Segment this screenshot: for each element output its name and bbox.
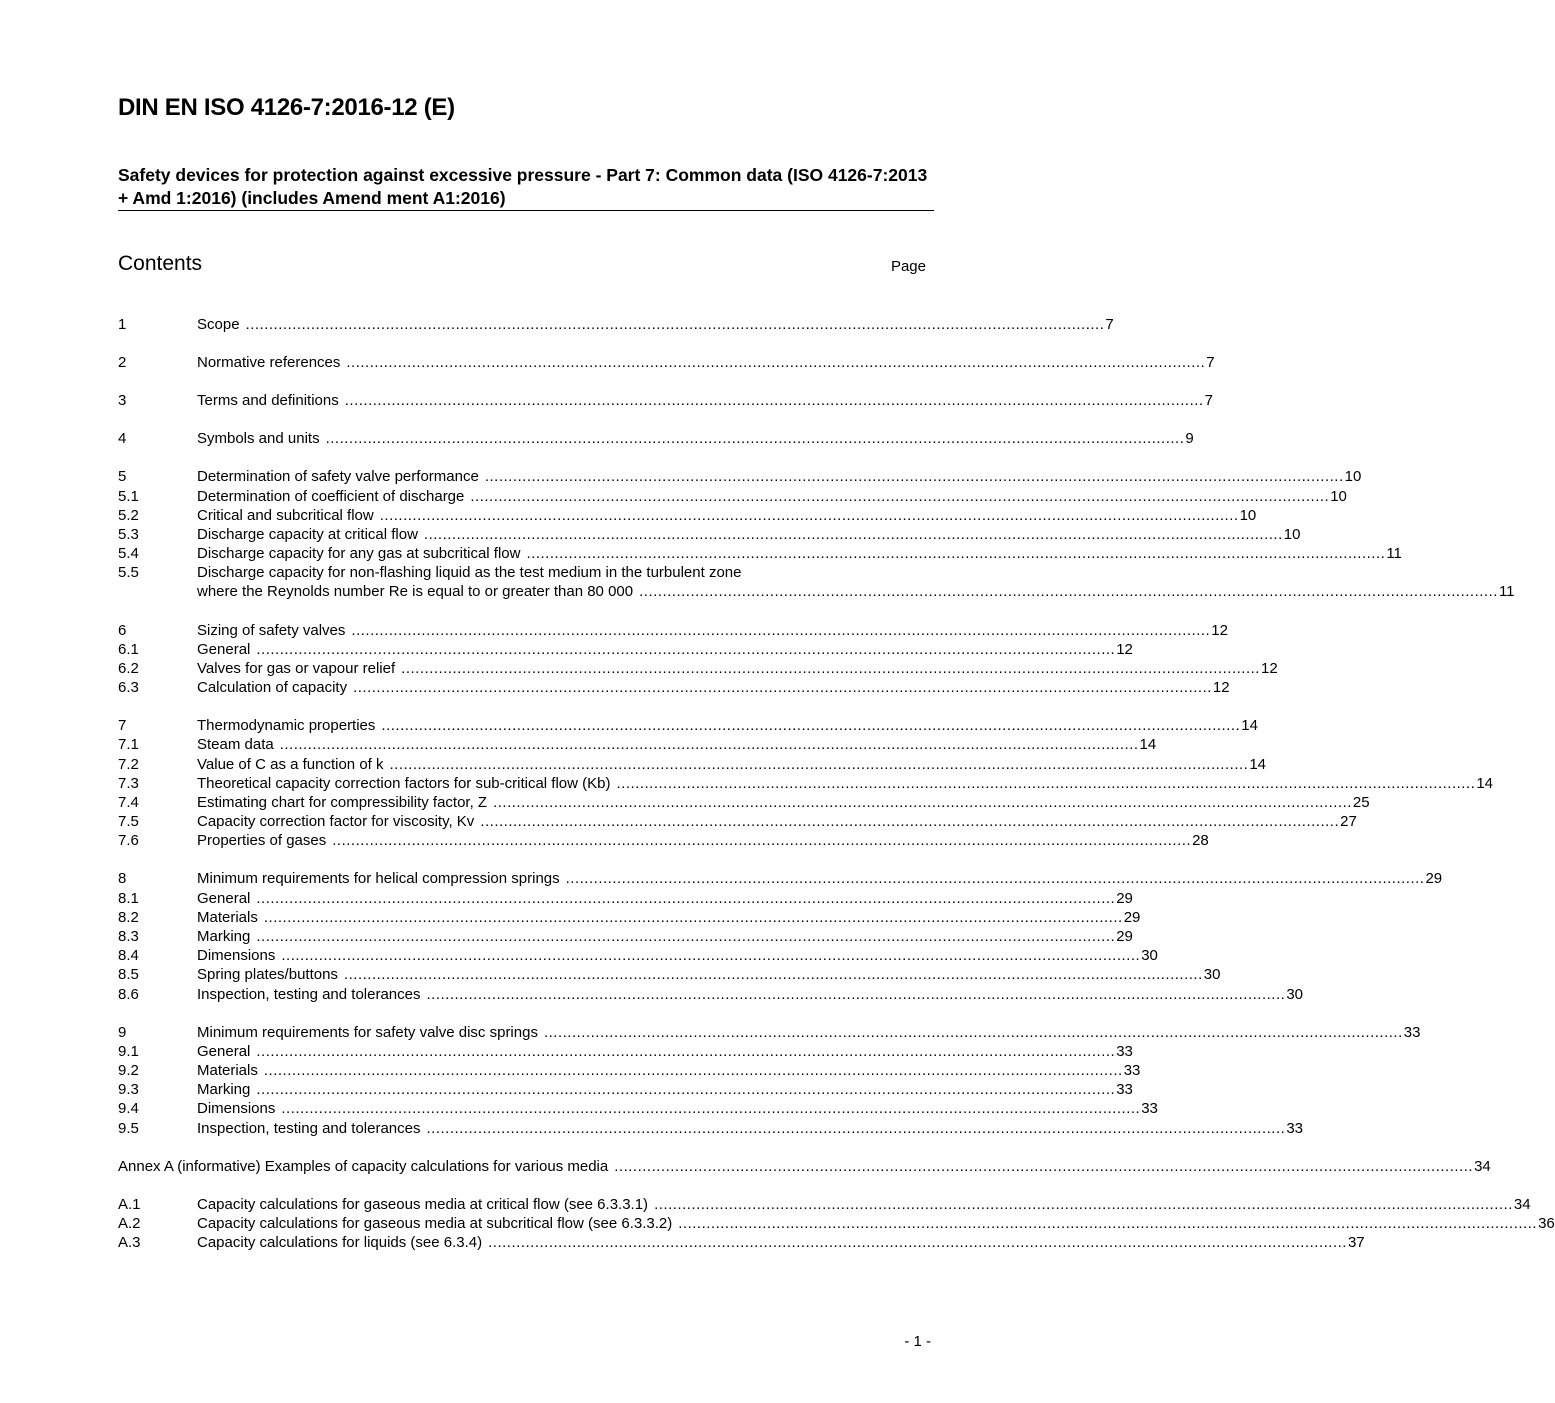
toc-entry[interactable]: [118, 391, 1213, 410]
toc-number: 6: [118, 621, 127, 639]
toc-number: 6.3: [118, 679, 139, 697]
toc-page: 33: [1116, 1042, 1133, 1060]
toc-entry[interactable]: [118, 640, 1133, 659]
toc-entry[interactable]: [118, 831, 1209, 850]
toc-title: Inspection, testing and tolerances: [197, 1119, 421, 1137]
toc-page: 10: [1239, 506, 1257, 524]
toc-title: Normative references: [197, 354, 341, 372]
toc-page: 27: [1340, 813, 1357, 831]
toc-page: 37: [1347, 1234, 1365, 1252]
toc-entry[interactable]: [118, 869, 1443, 888]
toc-number: A.3: [118, 1234, 141, 1252]
toc-number: 5: [118, 468, 127, 486]
toc-leader: ........................................................................................................................................................................................: [256, 927, 1116, 945]
toc-number: 9.1: [118, 1042, 139, 1060]
toc-number: 7.1: [118, 736, 139, 754]
toc-title: Dimensions: [197, 947, 276, 965]
toc-number: 8.1: [118, 889, 139, 907]
document-title: DIN EN ISO 4126-7:2016-12 (E): [118, 94, 455, 121]
toc-page: 29: [1116, 927, 1133, 945]
toc-leader: ........................................................................................................................................................................................: [353, 679, 1212, 697]
toc-entry[interactable]: [118, 812, 1357, 831]
toc-entry[interactable]: [118, 735, 1157, 754]
toc-title: Minimum requirements for safety valve disc springs: [197, 1023, 538, 1041]
toc-page: 30: [1141, 947, 1158, 965]
toc-entry[interactable]: [118, 716, 1258, 735]
toc-leader: ........................................................................................................................................................................................: [332, 832, 1192, 850]
toc-leader: ........................................................................................................................................................................................: [351, 621, 1211, 639]
toc-entry[interactable]: [118, 506, 1257, 525]
toc-page: 10: [1283, 525, 1301, 543]
toc-leader: ........................................................................................................................................................................................: [401, 659, 1260, 677]
toc-entry[interactable]: [118, 1042, 1133, 1061]
toc-page: 33: [1123, 1061, 1141, 1079]
toc-title: Annex A (informative) Examples of capacity calculations for various media: [118, 1157, 609, 1175]
toc-page: 29: [1116, 889, 1133, 907]
toc-number: A.2: [118, 1214, 141, 1232]
toc-leader: ........................................................................................................................................................................................: [678, 1214, 1538, 1232]
toc-number: 7.3: [118, 774, 139, 792]
toc-entry[interactable]: [118, 755, 1267, 774]
toc-page: 14: [1241, 717, 1258, 735]
toc-page: 14: [1476, 774, 1493, 792]
toc-leader: ........................................................................................................................................................................................: [344, 392, 1204, 410]
toc-number: 8.6: [118, 985, 139, 1003]
toc-leader: ........................................................................................................................................................................................: [526, 545, 1386, 563]
toc-leader: ........................................................................................................................................................................................: [379, 506, 1239, 524]
toc-title-continued: where the Reynolds number Re is equal to or greater than 80 000: [197, 583, 634, 601]
toc-number: 7.4: [118, 793, 139, 811]
toc-entry[interactable]: [118, 1099, 1158, 1118]
toc-leader: ........................................................................................................................................................................................: [263, 908, 1123, 926]
toc-page: 11: [1498, 583, 1515, 601]
title-divider: [118, 210, 934, 211]
toc-number: 9: [118, 1023, 127, 1041]
toc-page: 7: [1206, 354, 1215, 372]
toc-leader: ........................................................................................................................................................................................: [426, 985, 1286, 1003]
toc-page: 25: [1352, 793, 1370, 811]
toc-title: Theoretical capacity correction factors for sub-critical flow (Kb): [197, 774, 611, 792]
toc-page: 14: [1139, 736, 1157, 754]
toc-number: 5.2: [118, 506, 139, 524]
toc-entry[interactable]: [118, 908, 1141, 927]
toc-number: 5.1: [118, 487, 139, 505]
toc-title: Steam data: [197, 736, 274, 754]
toc-number: 8.3: [118, 927, 139, 945]
toc-entry[interactable]: [118, 927, 1133, 946]
toc-page: 10: [1330, 487, 1347, 505]
toc-page: 29: [1123, 908, 1141, 926]
toc-entry[interactable]: [118, 793, 1370, 812]
toc-title: General: [197, 640, 251, 658]
toc-number: 8.5: [118, 966, 139, 984]
toc-leader: ........................................................................................................................................................................................: [565, 870, 1425, 888]
toc-title: Marking: [197, 927, 251, 945]
toc-page: 12: [1212, 679, 1230, 697]
toc-entry[interactable]: [118, 429, 1194, 448]
toc-page: 33: [1116, 1081, 1133, 1099]
toc-leader: ........................................................................................................................................................................................: [346, 354, 1206, 372]
toc-title: General: [197, 1042, 251, 1060]
toc-page: 34: [1474, 1157, 1491, 1175]
toc-number: 1: [118, 316, 127, 333]
toc-title: Minimum requirements for helical compression springs: [197, 870, 560, 888]
toc-leader: ........................................................................................................................................................................................: [488, 1234, 1347, 1252]
toc-title: Scope: [197, 316, 240, 333]
toc-leader: ........................................................................................................................................................................................: [325, 430, 1185, 448]
toc-entry[interactable]: [118, 774, 1493, 793]
toc-number: 9.4: [118, 1100, 139, 1118]
toc-page: 10: [1344, 468, 1362, 486]
toc-leader: ........................................................................................................................................................................................: [614, 1157, 1474, 1175]
toc-page: 33: [1286, 1119, 1303, 1137]
toc-page: 33: [1403, 1023, 1421, 1041]
toc-title: Determination of safety valve performance: [197, 468, 479, 486]
toc-number: 7: [118, 717, 127, 735]
toc-number: 7.6: [118, 832, 139, 850]
toc-title: Dimensions: [197, 1100, 276, 1118]
toc-entry[interactable]: [118, 1195, 1531, 1214]
toc-title: Capacity calculations for gaseous media at critical flow (see 6.3.3.1): [197, 1195, 649, 1213]
toc-title: Sizing of safety valves: [197, 621, 346, 639]
toc-title: Materials: [197, 908, 258, 926]
toc-number: 7.5: [118, 813, 139, 831]
toc-leader: ........................................................................................................................................................................................: [343, 966, 1203, 984]
contents-heading: Contents: [118, 252, 203, 275]
toc-number: 8: [118, 870, 127, 888]
toc-leader: ........................................................................................................................................................................................: [543, 1023, 1403, 1041]
toc-page: 30: [1203, 966, 1221, 984]
toc-page: 9: [1185, 430, 1194, 448]
page-column-label: Page: [890, 258, 926, 275]
toc-entry[interactable]: [118, 889, 1133, 908]
toc-number: 6.2: [118, 659, 139, 677]
toc-entry[interactable]: [118, 544, 1402, 563]
toc-leader: ........................................................................................................................................................................................: [281, 947, 1141, 965]
toc-entry[interactable]: [118, 353, 1215, 372]
toc-title: Capacity calculations for liquids (see 6.3.4): [197, 1234, 483, 1252]
toc-entry-annex[interactable]: [118, 1157, 1491, 1176]
toc-page: 12: [1260, 659, 1278, 677]
toc-page: 28: [1192, 832, 1209, 850]
toc-page: 30: [1286, 985, 1303, 1003]
toc-leader: ........................................................................................................................................................................................: [279, 736, 1139, 754]
toc-title: Inspection, testing and tolerances: [197, 985, 421, 1003]
toc-title: Terms and definitions: [197, 392, 339, 410]
toc-number: 9.3: [118, 1081, 139, 1099]
toc-title: Estimating chart for compressibility factor, Z: [197, 793, 488, 811]
toc-leader: ........................................................................................................................................................................................: [256, 1081, 1116, 1099]
toc-page: 12: [1116, 640, 1133, 658]
toc-entry[interactable]: [118, 315, 1114, 334]
toc-number: 5.5: [118, 564, 139, 582]
toc-number: 8.2: [118, 908, 139, 926]
toc-title: Determination of coefficient of discharge: [197, 487, 465, 505]
toc-entry[interactable]: [118, 1023, 1421, 1042]
toc-title: General: [197, 889, 251, 907]
toc-page: 34: [1513, 1195, 1531, 1213]
toc-leader: ........................................................................................................................................................................................: [639, 583, 1498, 601]
toc-leader: ........................................................................................................................................................................................: [484, 468, 1344, 486]
toc-title: Thermodynamic properties: [197, 717, 376, 735]
toc-leader: ........................................................................................................................................................................................: [470, 487, 1330, 505]
toc-leader: ........................................................................................................................................................................................: [654, 1195, 1513, 1213]
toc-entry[interactable]: [118, 965, 1221, 984]
document-subtitle: Safety devices for protection against excessive pressure - Part 7: Common data (ISO 4126-7:2013 + Amd 1:2016) (includes Amend ment A1:2016): [118, 165, 928, 208]
toc-number: 6.1: [118, 640, 139, 658]
toc-entry[interactable]: [118, 525, 1301, 544]
toc-leader: ........................................................................................................................................................................................: [381, 717, 1241, 735]
toc-entry[interactable]: [118, 1214, 1555, 1233]
toc-title: Critical and subcritical flow: [197, 506, 374, 524]
toc-leader: ........................................................................................................................................................................................: [389, 755, 1249, 773]
toc-entry[interactable]: [118, 467, 1362, 486]
toc-leader: ........................................................................................................................................................................................: [256, 1042, 1116, 1060]
toc-entry[interactable]: [118, 1080, 1133, 1099]
toc-leader: ........................................................................................................................................................................................: [493, 793, 1352, 811]
toc-leader: ........................................................................................................................................................................................: [423, 525, 1283, 543]
toc-number: 3: [118, 392, 127, 410]
toc-page: 7: [1204, 392, 1213, 410]
toc-title: Materials: [197, 1061, 258, 1079]
toc-entry[interactable]: [118, 946, 1158, 965]
toc-page: 7: [1105, 316, 1114, 333]
toc-entry[interactable]: [118, 659, 1278, 678]
toc-title: Symbols and units: [197, 430, 320, 448]
toc-title: Calculation of capacity: [197, 679, 348, 697]
toc-page: 14: [1249, 755, 1267, 773]
toc-entry[interactable]: [118, 1119, 1303, 1138]
table-of-contents: [118, 315, 1555, 1252]
toc-title: Valves for gas or vapour relief: [197, 659, 396, 677]
toc-leader: ........................................................................................................................................................................................: [256, 640, 1116, 658]
toc-number: 8.4: [118, 947, 139, 965]
toc-leader: ........................................................................................................................................................................................: [256, 889, 1116, 907]
toc-leader: ........................................................................................................................................................................................: [245, 316, 1105, 333]
toc-title: Capacity calculations for gaseous media at subcritical flow (see 6.3.3.2): [197, 1214, 673, 1232]
toc-page: 36: [1538, 1214, 1555, 1232]
toc-title: Discharge capacity for any gas at subcritical flow: [197, 545, 521, 563]
toc-number: 5.3: [118, 525, 139, 543]
toc-number: 2: [118, 354, 127, 372]
toc-number: A.1: [118, 1195, 141, 1213]
toc-entry[interactable]: [118, 621, 1228, 640]
toc-page: 11: [1386, 545, 1402, 563]
toc-leader: ........................................................................................................................................................................................: [616, 774, 1476, 792]
toc-number: 9.5: [118, 1119, 139, 1137]
toc-page: 33: [1141, 1100, 1158, 1118]
toc-page: 12: [1211, 621, 1228, 639]
toc-title: Spring plates/buttons: [197, 966, 338, 984]
toc-number: 5.4: [118, 545, 139, 563]
toc-leader: ........................................................................................................................................................................................: [281, 1100, 1141, 1118]
toc-leader: ........................................................................................................................................................................................: [426, 1119, 1286, 1137]
toc-title: Value of C as a function of k: [197, 755, 384, 773]
toc-leader: ........................................................................................................................................................................................: [480, 813, 1340, 831]
toc-entry[interactable]: [118, 487, 1347, 506]
toc-entry[interactable]: [118, 563, 1515, 601]
toc-title: Discharge capacity at critical flow: [197, 525, 418, 543]
toc-entry[interactable]: [118, 1233, 1365, 1252]
toc-entry[interactable]: [118, 985, 1303, 1004]
toc-number: 9.2: [118, 1061, 139, 1079]
toc-title: Marking: [197, 1081, 251, 1099]
toc-page: 29: [1425, 870, 1443, 888]
toc-entry[interactable]: [118, 678, 1230, 697]
toc-entry[interactable]: [118, 1061, 1141, 1080]
toc-number: 4: [118, 430, 127, 448]
toc-leader: ........................................................................................................................................................................................: [263, 1061, 1123, 1079]
toc-number: 7.2: [118, 755, 139, 773]
page-number: - 1 -: [904, 1333, 931, 1350]
toc-title: Capacity correction factor for viscosity, Kv: [197, 813, 475, 831]
toc-title: Properties of gases: [197, 832, 327, 850]
toc-title: Discharge capacity for non-flashing liquid as the test medium in the turbulent zone: [197, 564, 742, 582]
